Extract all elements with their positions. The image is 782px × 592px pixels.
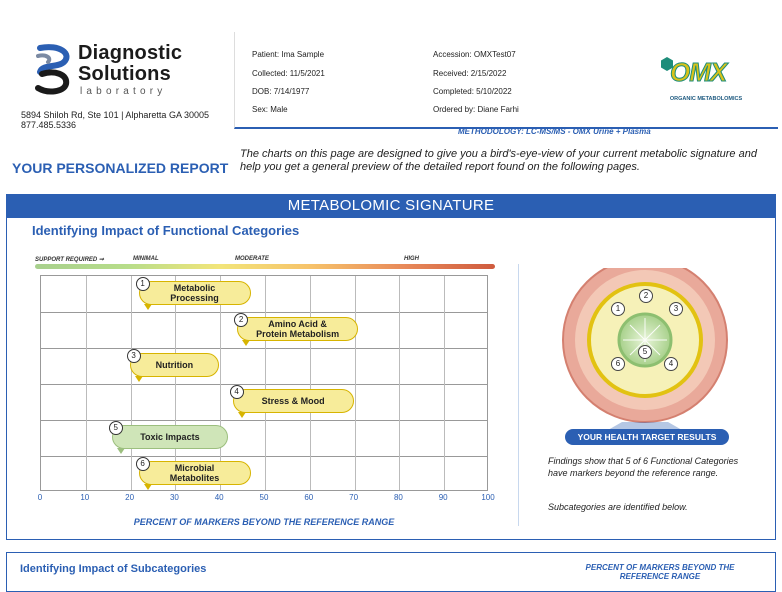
health-target-button[interactable]: YOUR HEALTH TARGET RESULTS: [565, 429, 729, 445]
accession: Accession: OMXTest07: [433, 50, 516, 59]
collected-date: Collected: 11/5/2021: [252, 69, 325, 78]
ds-swirl-logo-icon: [34, 44, 74, 96]
scale-minimal-label: MINIMAL: [133, 256, 159, 262]
grid-row-line: [41, 312, 487, 313]
category-number: 1: [136, 277, 150, 291]
grid-row-line: [41, 384, 487, 385]
category-bubble-3: [130, 353, 220, 377]
lab-name-line2: Solutions: [78, 63, 171, 85]
ring-number-3: 3: [669, 302, 683, 316]
subcategories-title: Identifying Impact of Subcategories: [20, 563, 207, 575]
ring-number-1: 1: [611, 302, 625, 316]
ring-number-5: 5: [638, 345, 652, 359]
bubble-tail: [144, 304, 152, 310]
grid-col-line: [175, 276, 176, 490]
x-tick-label: 40: [214, 493, 224, 502]
x-axis-label: PERCENT OF MARKERS BEYOND THE REFERENCE RANGE: [133, 517, 395, 527]
category-bubble-2: [237, 317, 358, 341]
grid-row-line: [41, 456, 487, 457]
patient-name: Patient: Ima Sample: [252, 50, 325, 59]
omx-subtitle: ORGANIC METABOLOMICS: [669, 96, 743, 102]
section-title: Identifying Impact of Functional Categories: [32, 223, 300, 238]
lab-name-line3: laboratory: [80, 86, 167, 97]
sex: Sex: Male: [252, 105, 288, 114]
category-number: 3: [127, 349, 141, 363]
x-tick-label: 100: [481, 493, 495, 502]
omx-logo-text: OMX: [670, 57, 727, 87]
category-label: Stress & Mood: [261, 396, 325, 406]
grid-col-line: [220, 276, 221, 490]
grid-col-line: [444, 276, 445, 490]
subcategories-text: Subcategories are identified below.: [548, 502, 688, 512]
category-label: Toxic Impacts: [140, 432, 200, 442]
x-tick-label: 0: [37, 493, 43, 502]
grid-col-line: [355, 276, 356, 490]
chart-grid: [40, 275, 488, 491]
category-bubble-1: [139, 281, 251, 305]
x-tick-label: 10: [80, 493, 90, 502]
divider: [518, 264, 519, 526]
intro-text: The charts on this page are designed to give you a bird's-eye-view of your current metabolic signature and help you get a general preview of the detailed report found on the following pages.: [240, 148, 757, 173]
methodology: METHODOLOGY: LC-MS/MS - OMX Urine + Plasma: [458, 127, 651, 136]
grid-row-line: [41, 420, 487, 421]
ring-number-4: 4: [664, 357, 678, 371]
scale-high-label: HIGH: [404, 256, 419, 262]
grid-col-line: [399, 276, 400, 490]
category-label: Microbial Metabolites: [169, 463, 220, 483]
category-label: Amino Acid & Protein Metabolism: [256, 319, 340, 339]
subcategories-axis-label: PERCENT OF MARKERS BEYOND THE REFERENCE RANGE: [585, 563, 735, 581]
category-number: 2: [234, 313, 248, 327]
grid-col-line: [131, 276, 132, 490]
grid-col-line: [310, 276, 311, 490]
x-tick-label: 30: [169, 493, 179, 502]
completed-date: Completed: 5/10/2022: [433, 87, 512, 96]
category-number: 5: [109, 421, 123, 435]
x-tick-label: 80: [393, 493, 403, 502]
x-tick-label: 90: [438, 493, 448, 502]
grid-col-line: [86, 276, 87, 490]
bubble-tail: [117, 448, 125, 454]
lab-name-line1: Diagnostic: [78, 42, 183, 64]
category-bubble-4: [233, 389, 354, 413]
category-number: 6: [136, 457, 150, 471]
scale-moderate-label: MODERATE: [235, 256, 269, 262]
x-tick-label: 70: [349, 493, 359, 502]
ring-number-2: 2: [639, 289, 653, 303]
section-banner: METABOLOMIC SIGNATURE: [6, 194, 776, 218]
report-title: YOUR PERSONALIZED REPORT: [12, 160, 229, 176]
bubble-tail: [242, 340, 250, 346]
x-tick-label: 60: [304, 493, 314, 502]
ordered-by: Ordered by: Diane Farhi: [433, 105, 519, 114]
ring-number-6: 6: [611, 357, 625, 371]
category-label: Metabolic Processing: [170, 283, 219, 303]
x-tick-label: 50: [259, 493, 269, 502]
received-date: Received: 2/15/2022: [433, 69, 507, 78]
bubble-tail: [135, 376, 143, 382]
bubble-tail: [144, 484, 152, 490]
bubble-tail: [238, 412, 246, 418]
scale-support-label: SUPPORT REQUIRED ➞: [35, 257, 104, 263]
lab-phone: 877.485.5336: [21, 120, 77, 130]
category-label: Nutrition: [155, 360, 194, 370]
x-tick-label: 20: [125, 493, 135, 502]
category-bubble-6: [139, 461, 251, 485]
grid-col-line: [265, 276, 266, 490]
findings-text: Findings show that 5 of 6 Functional Categories have markers beyond the reference range.: [548, 456, 739, 478]
category-bubble-5: [112, 425, 228, 449]
severity-scale-bar: [35, 264, 495, 269]
grid-row-line: [41, 348, 487, 349]
lab-address: 5894 Shiloh Rd, Ste 101 | Alpharetta GA 30005: [21, 110, 209, 120]
dob: DOB: 7/14/1977: [252, 87, 310, 96]
category-number: 4: [230, 385, 244, 399]
